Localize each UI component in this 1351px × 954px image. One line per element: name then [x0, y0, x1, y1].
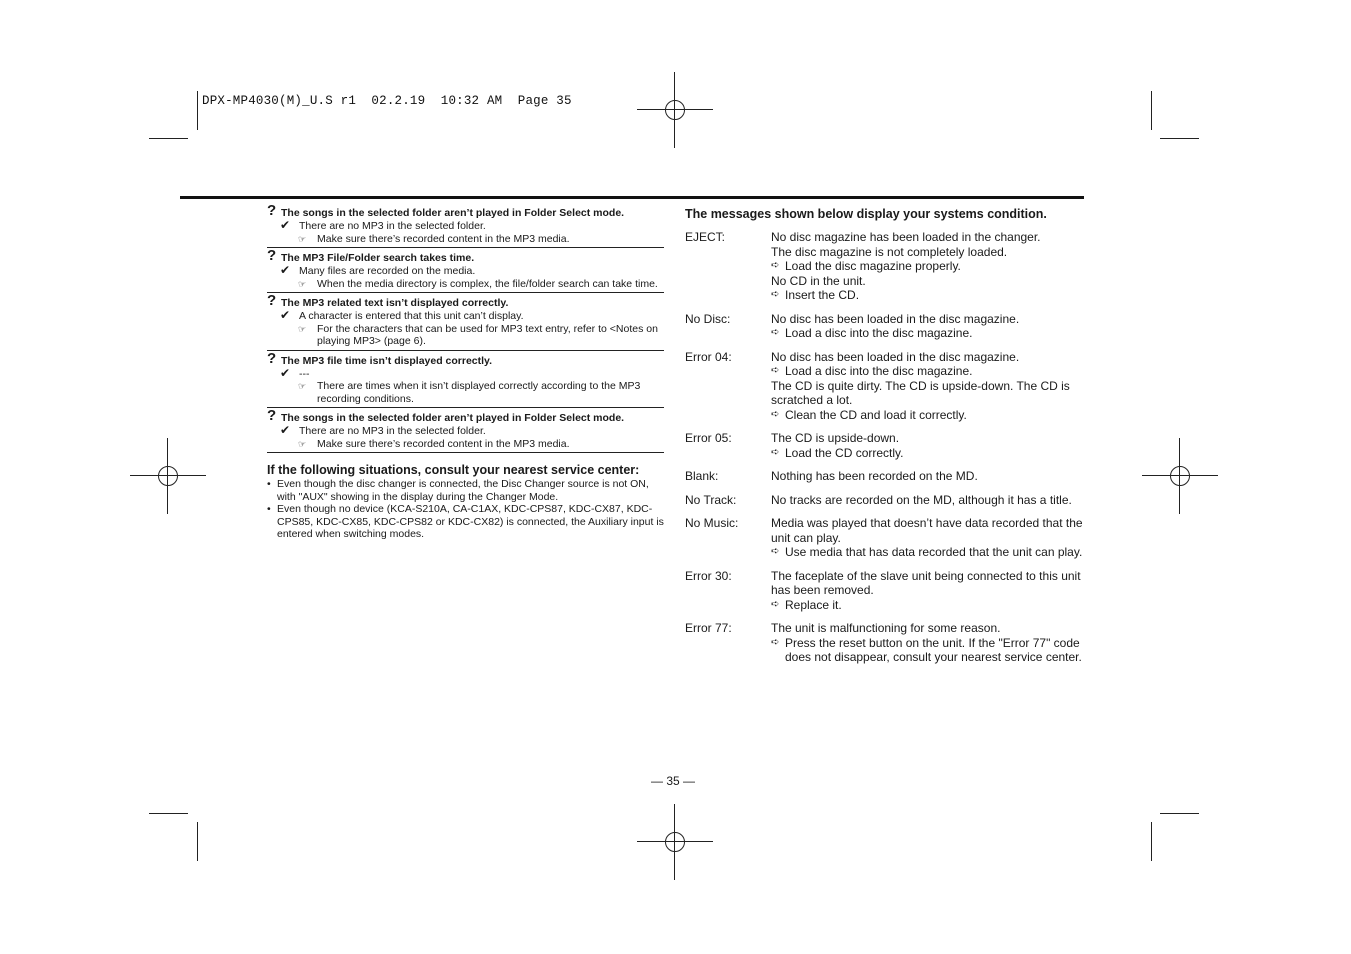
message-remedy: ➪ Load a disc into the disc magazine. [771, 364, 973, 378]
message-row [685, 431, 1085, 460]
question-icon: ? [267, 292, 277, 309]
message-row [685, 312, 1085, 341]
crop-mark [149, 138, 188, 139]
trouble-title: ? The MP3 related text isn’t displayed correctly. [267, 292, 509, 309]
printer-slug: DPX-MP4030(M)_U.S r1 02.2.19 10:32 AM Page 35 [202, 94, 572, 108]
message-text: Media was played that doesn’t have data recorded that the unit can play. [771, 516, 1083, 545]
message-text: The CD is quite dirty. The CD is upside-down. The CD is scratched a lot. [771, 378, 1070, 407]
bullet-icon: • [267, 503, 271, 515]
check-icon: ✔ [280, 423, 291, 437]
message-code: Error 05: [685, 431, 732, 445]
message-remedy: ➪ Load the CD correctly. [771, 445, 904, 460]
check-icon: ✔ [280, 308, 291, 322]
message-row [685, 621, 1085, 665]
message-remedy: ➪ Replace it. [771, 597, 842, 612]
trouble-item [267, 407, 664, 453]
hand-pointer-icon: ☞ [298, 233, 307, 244]
message-remedy: ➪ Use media that has data recorded that the unit can play. [771, 545, 1083, 559]
message-remedy: ➪ Load the disc magazine properly. [771, 259, 961, 273]
message-row [685, 493, 1085, 508]
question-icon: ? [267, 202, 277, 219]
trouble-cause: ✔ A character is entered that this unit can’t display. [280, 308, 524, 322]
registration-mark [130, 438, 206, 514]
registration-mark [1142, 438, 1218, 514]
service-item: • Even though the disc changer is connected, the Disc Changer source is not ON, with "AUX" showing in the display during the Changer Mode. [267, 478, 649, 503]
message-text: The faceplate of the slave unit being connected to this unit has been removed. [771, 568, 1081, 597]
message-text: The unit is malfunctioning for some reason. [771, 621, 1001, 635]
trouble-item [267, 202, 664, 248]
message-body [771, 431, 1085, 460]
trouble-item [267, 247, 664, 293]
message-body [771, 493, 1085, 508]
trouble-cause: ✔ There are no MP3 in the selected folder. [280, 423, 486, 437]
message-text: No disc magazine has been loaded in the changer. [771, 230, 1041, 244]
message-row [685, 516, 1085, 560]
trouble-remedy: ☞ There are times when it isn’t displayed correctly according to the MP3 recording conditions. [298, 380, 641, 405]
arrow-icon: ➪ [771, 260, 780, 271]
crop-mark [197, 822, 198, 861]
check-icon: ✔ [280, 365, 291, 380]
message-code: No Music: [685, 516, 739, 530]
message-body [771, 621, 1085, 665]
message-list [685, 230, 1085, 665]
message-remedy: ➪ Clean the CD and load it correctly. [771, 407, 967, 422]
registration-mark [637, 72, 713, 148]
message-code: EJECT: [685, 230, 726, 244]
trouble-title: ? The songs in the selected folder aren’t played in Folder Select mode. [267, 407, 625, 424]
message-row [685, 469, 1085, 484]
trouble-cause: ✔ There are no MP3 in the selected folder. [280, 218, 486, 232]
question-icon: ? [267, 349, 277, 367]
troubleshooting-column [267, 202, 664, 541]
message-text: No disc has been loaded in the disc magazine. [771, 311, 1020, 326]
message-code: Blank: [685, 469, 719, 483]
top-rule [180, 196, 1084, 199]
crop-mark [1160, 813, 1199, 814]
messages-heading: The messages shown below display your systems condition. [685, 207, 1047, 221]
arrow-icon: ➪ [771, 289, 780, 300]
hand-pointer-icon: ☞ [298, 381, 307, 391]
message-text: No tracks are recorded on the MD, although it has a title. [771, 492, 1072, 507]
trouble-remedy: ☞ When the media directory is complex, the file/folder search can take time. [298, 277, 658, 290]
messages-column [685, 207, 1085, 674]
trouble-item [267, 292, 664, 351]
message-row [685, 350, 1085, 423]
message-code: Error 77: [685, 621, 732, 635]
page-number: — 35 — [651, 774, 696, 788]
crop-mark [1151, 91, 1152, 130]
message-code: No Track: [685, 492, 737, 507]
message-row [685, 230, 1085, 303]
message-body [771, 312, 1085, 341]
arrow-icon: ➪ [771, 327, 780, 338]
arrow-icon: ➪ [771, 636, 780, 648]
arrow-icon: ➪ [771, 546, 780, 557]
check-icon: ✔ [280, 218, 291, 232]
trouble-title: ? The MP3 File/Folder search takes time. [267, 247, 475, 264]
arrow-icon: ➪ [771, 408, 780, 420]
crop-mark [149, 813, 188, 814]
message-body [771, 469, 1085, 484]
message-code: Error 30: [685, 568, 732, 583]
crop-mark [1160, 138, 1199, 139]
message-text: Nothing has been recorded on the MD. [771, 469, 978, 483]
message-text: No CD in the unit. [771, 273, 866, 288]
message-code: Error 04: [685, 349, 732, 364]
registration-mark [637, 804, 713, 880]
trouble-title: ? The songs in the selected folder aren’t played in Folder Select mode. [267, 202, 625, 219]
hand-pointer-icon: ☞ [298, 278, 307, 289]
trouble-cause: ✔ --- [280, 365, 310, 380]
message-body [771, 516, 1085, 560]
message-body [771, 569, 1085, 613]
message-text: The disc magazine is not completely loaded. [771, 244, 1008, 259]
trouble-title: ? The MP3 file time isn’t displayed correctly. [267, 349, 493, 367]
bullet-icon: • [267, 478, 271, 490]
arrow-icon: ➪ [771, 365, 780, 376]
trouble-remedy: ☞ Make sure there’s recorded content in the MP3 media. [298, 232, 570, 245]
arrow-icon: ➪ [771, 598, 780, 610]
arrow-icon: ➪ [771, 446, 780, 458]
message-code: No Disc: [685, 311, 731, 326]
service-heading: If the following situations, consult your nearest service center: [267, 463, 640, 477]
crop-mark [197, 91, 198, 130]
message-text: No disc has been loaded in the disc magazine. [771, 349, 1020, 364]
check-icon: ✔ [280, 263, 291, 277]
message-body [771, 350, 1085, 423]
crop-mark [1151, 822, 1152, 861]
trouble-remedy: ☞ Make sure there’s recorded content in the MP3 media. [298, 437, 570, 450]
service-item: • Even though no device (KCA-S210A, CA-C1AX, KDC-CPS87, KDC-CX87, KDC-CPS85, KDC-CX85, KDC-CPS82 or KDC-CX82) is connected, the Auxiliary input is entered when switching modes. [267, 503, 664, 540]
message-row [685, 569, 1085, 613]
question-icon: ? [267, 407, 277, 424]
message-remedy: ➪ Load a disc into the disc magazine. [771, 326, 973, 340]
message-remedy: ➪ Press the reset button on the unit. If the "Error 77" code does not disappear, consult your nearest service center. [771, 635, 1082, 664]
question-icon: ? [267, 247, 277, 264]
trouble-item [267, 349, 664, 409]
trouble-cause: ✔ Many files are recorded on the media. [280, 263, 476, 277]
hand-pointer-icon: ☞ [298, 438, 307, 449]
message-text: The CD is upside-down. [771, 431, 900, 445]
trouble-remedy: ☞ For the characters that can be used for MP3 text entry, refer to <Notes on playing MP3> (page 6). [298, 322, 658, 347]
message-remedy: ➪ Insert the CD. [771, 288, 860, 302]
message-body [771, 230, 1085, 303]
hand-pointer-icon: ☞ [298, 323, 307, 334]
